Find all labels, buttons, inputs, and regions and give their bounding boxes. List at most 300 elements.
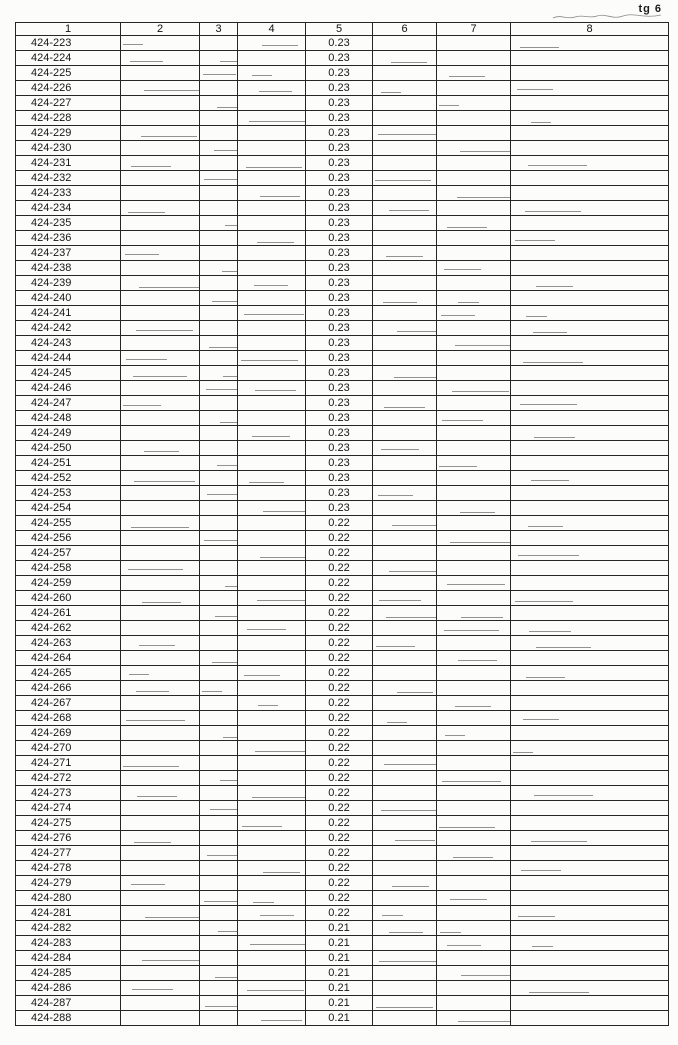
row-value-cell: 0.22 [306, 891, 373, 906]
empty-cell [437, 411, 511, 426]
row-value-cell: 0.23 [306, 426, 373, 441]
row-id-cell: 424-280 [16, 891, 121, 906]
empty-cell [373, 516, 437, 531]
empty-cell [200, 816, 238, 831]
row-id-cell: 424-275 [16, 816, 121, 831]
empty-cell [511, 111, 669, 126]
empty-cell [200, 306, 238, 321]
table-row [16, 66, 669, 81]
empty-cell [121, 456, 200, 471]
empty-cell [121, 411, 200, 426]
scan-artifact [531, 122, 551, 123]
scan-artifact [444, 630, 499, 631]
empty-cell [437, 861, 511, 876]
empty-cell [238, 651, 306, 666]
empty-cell [511, 801, 669, 816]
empty-cell [511, 951, 669, 966]
table-row [16, 891, 669, 906]
row-id-cell: 424-257 [16, 546, 121, 561]
empty-cell [200, 336, 238, 351]
empty-cell [121, 336, 200, 351]
empty-cell [238, 516, 306, 531]
row-id-cell: 424-250 [16, 441, 121, 456]
scan-artifact [378, 495, 413, 496]
scan-artifact [225, 586, 238, 587]
row-id-cell: 424-252 [16, 471, 121, 486]
row-value-cell: 0.22 [306, 786, 373, 801]
scan-artifact [447, 584, 505, 585]
scan-artifact [533, 332, 567, 333]
row-id-cell: 424-264 [16, 651, 121, 666]
table-row [16, 846, 669, 861]
empty-cell [121, 231, 200, 246]
table-row [16, 156, 669, 171]
empty-cell [121, 621, 200, 636]
table-row [16, 666, 669, 681]
table-row [16, 351, 669, 366]
empty-cell [238, 396, 306, 411]
empty-cell [437, 171, 511, 186]
empty-cell [200, 636, 238, 651]
empty-cell [121, 606, 200, 621]
empty-cell [200, 486, 238, 501]
empty-cell [238, 726, 306, 741]
row-value-cell: 0.23 [306, 156, 373, 171]
empty-cell [373, 786, 437, 801]
empty-cell [200, 51, 238, 66]
empty-cell [200, 291, 238, 306]
scan-artifact [381, 449, 419, 450]
row-id-cell: 424-283 [16, 936, 121, 951]
scan-artifact [128, 212, 165, 213]
empty-cell [437, 186, 511, 201]
empty-cell [437, 336, 511, 351]
row-value-cell: 0.22 [306, 666, 373, 681]
empty-cell [200, 246, 238, 261]
empty-cell [373, 726, 437, 741]
row-id-cell: 424-239 [16, 276, 121, 291]
empty-cell [200, 381, 238, 396]
scan-artifact [241, 360, 298, 361]
scan-artifact [444, 269, 481, 270]
empty-cell [373, 846, 437, 861]
empty-cell [200, 81, 238, 96]
scan-artifact [515, 601, 573, 602]
scan-artifact [449, 76, 485, 77]
empty-cell [437, 66, 511, 81]
empty-cell [373, 756, 437, 771]
scan-artifact [207, 494, 238, 495]
row-value-cell: 0.22 [306, 621, 373, 636]
empty-cell [238, 186, 306, 201]
row-id-cell: 424-272 [16, 771, 121, 786]
table-row [16, 36, 669, 51]
empty-cell [200, 501, 238, 516]
empty-cell [437, 381, 511, 396]
empty-cell [373, 351, 437, 366]
scan-artifact [136, 691, 169, 692]
row-id-cell: 424-229 [16, 126, 121, 141]
empty-cell [373, 951, 437, 966]
scan-artifact [212, 662, 238, 663]
empty-cell [238, 621, 306, 636]
empty-cell [238, 831, 306, 846]
table-row [16, 801, 669, 816]
empty-cell [437, 396, 511, 411]
empty-cell [200, 351, 238, 366]
empty-cell [511, 51, 669, 66]
scan-artifact [386, 256, 423, 257]
empty-cell [121, 681, 200, 696]
row-value-cell: 0.21 [306, 966, 373, 981]
scan-artifact [203, 74, 236, 75]
empty-cell [121, 501, 200, 516]
empty-cell [373, 501, 437, 516]
scan-artifact [246, 167, 302, 168]
table-row [16, 441, 669, 456]
empty-cell [200, 666, 238, 681]
row-id-cell: 424-225 [16, 66, 121, 81]
empty-cell [238, 141, 306, 156]
scan-artifact [132, 989, 173, 990]
scan-artifact [217, 107, 238, 108]
empty-cell [373, 66, 437, 81]
empty-cell [121, 921, 200, 936]
empty-cell [200, 726, 238, 741]
empty-cell [511, 141, 669, 156]
empty-cell [373, 621, 437, 636]
empty-cell [511, 201, 669, 216]
empty-cell [437, 501, 511, 516]
scan-artifact [458, 660, 497, 661]
empty-cell [200, 201, 238, 216]
empty-cell [121, 186, 200, 201]
empty-cell [373, 891, 437, 906]
empty-cell [121, 126, 200, 141]
scan-artifact [384, 764, 437, 765]
row-id-cell: 424-262 [16, 621, 121, 636]
table-row [16, 306, 669, 321]
empty-cell [437, 291, 511, 306]
empty-cell [373, 921, 437, 936]
row-id-cell: 424-258 [16, 561, 121, 576]
empty-cell [437, 651, 511, 666]
empty-cell [511, 81, 669, 96]
empty-cell [437, 516, 511, 531]
scan-artifact [255, 751, 306, 752]
empty-cell [121, 1011, 200, 1026]
row-value-cell: 0.22 [306, 771, 373, 786]
scan-artifact [397, 331, 437, 332]
table-row [16, 141, 669, 156]
empty-cell [437, 771, 511, 786]
scan-artifact [389, 210, 429, 211]
row-value-cell: 0.21 [306, 936, 373, 951]
scan-artifact [447, 227, 487, 228]
scan-artifact [439, 105, 459, 106]
empty-cell [238, 576, 306, 591]
empty-cell [511, 981, 669, 996]
empty-cell [121, 51, 200, 66]
empty-cell [373, 861, 437, 876]
scan-artifact [526, 316, 547, 317]
empty-cell [511, 696, 669, 711]
row-id-cell: 424-267 [16, 696, 121, 711]
row-value-cell: 0.21 [306, 921, 373, 936]
scan-artifact [123, 766, 179, 767]
empty-cell [373, 546, 437, 561]
empty-cell [437, 876, 511, 891]
scan-artifact [215, 616, 238, 617]
empty-cell [238, 441, 306, 456]
table-row [16, 171, 669, 186]
empty-cell [121, 576, 200, 591]
scan-artifact [513, 752, 533, 753]
empty-cell [437, 576, 511, 591]
row-id-cell: 424-288 [16, 1011, 121, 1026]
row-id-cell: 424-266 [16, 681, 121, 696]
empty-cell [238, 741, 306, 756]
empty-cell [511, 531, 669, 546]
scan-artifact [529, 631, 571, 632]
scan-artifact [260, 557, 306, 558]
empty-cell [121, 876, 200, 891]
empty-cell [200, 936, 238, 951]
empty-cell [511, 711, 669, 726]
table-row [16, 756, 669, 771]
empty-cell [373, 336, 437, 351]
empty-cell [373, 981, 437, 996]
row-id-cell: 424-256 [16, 531, 121, 546]
empty-cell [238, 531, 306, 546]
table-row [16, 561, 669, 576]
empty-cell [200, 126, 238, 141]
empty-cell [200, 921, 238, 936]
scan-artifact [455, 706, 491, 707]
table-row [16, 771, 669, 786]
empty-cell [238, 921, 306, 936]
empty-cell [511, 771, 669, 786]
table-row [16, 696, 669, 711]
row-id-cell: 424-247 [16, 396, 121, 411]
empty-cell [437, 996, 511, 1011]
empty-cell [511, 786, 669, 801]
empty-cell [511, 561, 669, 576]
table-row [16, 201, 669, 216]
table-row [16, 996, 669, 1011]
scan-artifact [439, 466, 477, 467]
empty-cell [200, 516, 238, 531]
empty-cell [121, 786, 200, 801]
scan-artifact [136, 330, 193, 331]
empty-cell [373, 261, 437, 276]
empty-cell [200, 651, 238, 666]
row-id-cell: 424-240 [16, 291, 121, 306]
table-row [16, 501, 669, 516]
empty-cell [373, 276, 437, 291]
table-row [16, 276, 669, 291]
empty-cell [511, 186, 669, 201]
table-row [16, 186, 669, 201]
scan-artifact [440, 932, 461, 933]
empty-cell [121, 351, 200, 366]
empty-cell [121, 36, 200, 51]
row-value-cell: 0.22 [306, 591, 373, 606]
empty-cell [238, 546, 306, 561]
empty-cell [511, 546, 669, 561]
scan-artifact [141, 136, 197, 137]
empty-cell [238, 246, 306, 261]
empty-cell [121, 966, 200, 981]
scan-artifact [260, 196, 300, 197]
empty-cell [238, 36, 306, 51]
empty-cell [511, 996, 669, 1011]
scan-artifact [244, 675, 280, 676]
empty-cell [437, 561, 511, 576]
row-id-cell: 424-284 [16, 951, 121, 966]
scan-artifact [517, 89, 553, 90]
empty-cell [121, 846, 200, 861]
table-row [16, 471, 669, 486]
empty-cell [200, 96, 238, 111]
empty-cell [373, 171, 437, 186]
row-id-cell: 424-249 [16, 426, 121, 441]
empty-cell [121, 171, 200, 186]
empty-cell [200, 621, 238, 636]
empty-cell [511, 471, 669, 486]
row-id-cell: 424-279 [16, 876, 121, 891]
empty-cell [238, 981, 306, 996]
scan-artifact [258, 705, 278, 706]
empty-cell [511, 246, 669, 261]
empty-cell [437, 786, 511, 801]
scan-artifact [252, 75, 272, 76]
empty-cell [437, 96, 511, 111]
table-row [16, 636, 669, 651]
scan-artifact [389, 571, 437, 572]
row-value-cell: 0.23 [306, 171, 373, 186]
data-table [15, 22, 669, 1026]
column-header-8: 8 [511, 23, 669, 36]
row-value-cell: 0.22 [306, 561, 373, 576]
empty-cell [373, 36, 437, 51]
empty-cell [437, 756, 511, 771]
scan-artifact [376, 1007, 433, 1008]
empty-cell [511, 486, 669, 501]
scan-artifact [523, 719, 559, 720]
empty-cell [121, 471, 200, 486]
empty-cell [238, 936, 306, 951]
empty-cell [437, 471, 511, 486]
scan-artifact [202, 691, 222, 692]
scan-artifact [534, 437, 575, 438]
row-value-cell: 0.23 [306, 486, 373, 501]
row-value-cell: 0.23 [306, 336, 373, 351]
empty-cell [373, 96, 437, 111]
empty-cell [238, 321, 306, 336]
empty-cell [238, 681, 306, 696]
empty-cell [121, 156, 200, 171]
scan-artifact [518, 555, 579, 556]
empty-cell [511, 501, 669, 516]
empty-cell [121, 906, 200, 921]
table-row [16, 486, 669, 501]
scan-artifact [386, 617, 437, 618]
empty-cell [373, 426, 437, 441]
empty-cell [511, 231, 669, 246]
scan-artifact [453, 857, 493, 858]
empty-cell [238, 636, 306, 651]
empty-cell [437, 666, 511, 681]
row-id-cell: 424-237 [16, 246, 121, 261]
empty-cell [373, 531, 437, 546]
scan-artifact [534, 795, 593, 796]
scan-artifact [220, 422, 238, 423]
empty-cell [238, 156, 306, 171]
scan-artifact [395, 840, 435, 841]
row-value-cell: 0.23 [306, 201, 373, 216]
scan-artifact [536, 647, 591, 648]
scan-artifact [257, 600, 306, 601]
empty-cell [238, 201, 306, 216]
scan-artifact [123, 405, 161, 406]
empty-cell [121, 396, 200, 411]
table-row [16, 516, 669, 531]
row-id-cell: 424-263 [16, 636, 121, 651]
empty-cell [238, 291, 306, 306]
empty-cell [373, 291, 437, 306]
row-value-cell: 0.23 [306, 141, 373, 156]
row-value-cell: 0.23 [306, 111, 373, 126]
row-id-cell: 424-260 [16, 591, 121, 606]
scan-artifact [223, 376, 238, 377]
row-id-cell: 424-245 [16, 366, 121, 381]
empty-cell [200, 321, 238, 336]
empty-cell [511, 456, 669, 471]
empty-cell [437, 156, 511, 171]
scan-artifact [253, 902, 274, 903]
empty-cell [200, 471, 238, 486]
empty-cell [511, 666, 669, 681]
scan-artifact [250, 944, 306, 945]
empty-cell [373, 1011, 437, 1026]
empty-cell [238, 771, 306, 786]
empty-cell [121, 741, 200, 756]
empty-cell [511, 36, 669, 51]
scan-artifact [261, 1020, 302, 1021]
row-value-cell: 0.22 [306, 816, 373, 831]
empty-cell [200, 66, 238, 81]
empty-cell [200, 996, 238, 1011]
empty-cell [238, 471, 306, 486]
empty-cell [437, 246, 511, 261]
row-value-cell: 0.21 [306, 951, 373, 966]
table-row [16, 366, 669, 381]
empty-cell [200, 951, 238, 966]
empty-cell [437, 696, 511, 711]
empty-cell [373, 396, 437, 411]
row-id-cell: 424-277 [16, 846, 121, 861]
scan-artifact [131, 527, 189, 528]
empty-cell [437, 1011, 511, 1026]
empty-cell [373, 741, 437, 756]
column-header-7: 7 [437, 23, 511, 36]
empty-cell [238, 126, 306, 141]
scan-artifact [222, 271, 238, 272]
empty-cell [511, 936, 669, 951]
row-value-cell: 0.23 [306, 231, 373, 246]
table-row [16, 81, 669, 96]
